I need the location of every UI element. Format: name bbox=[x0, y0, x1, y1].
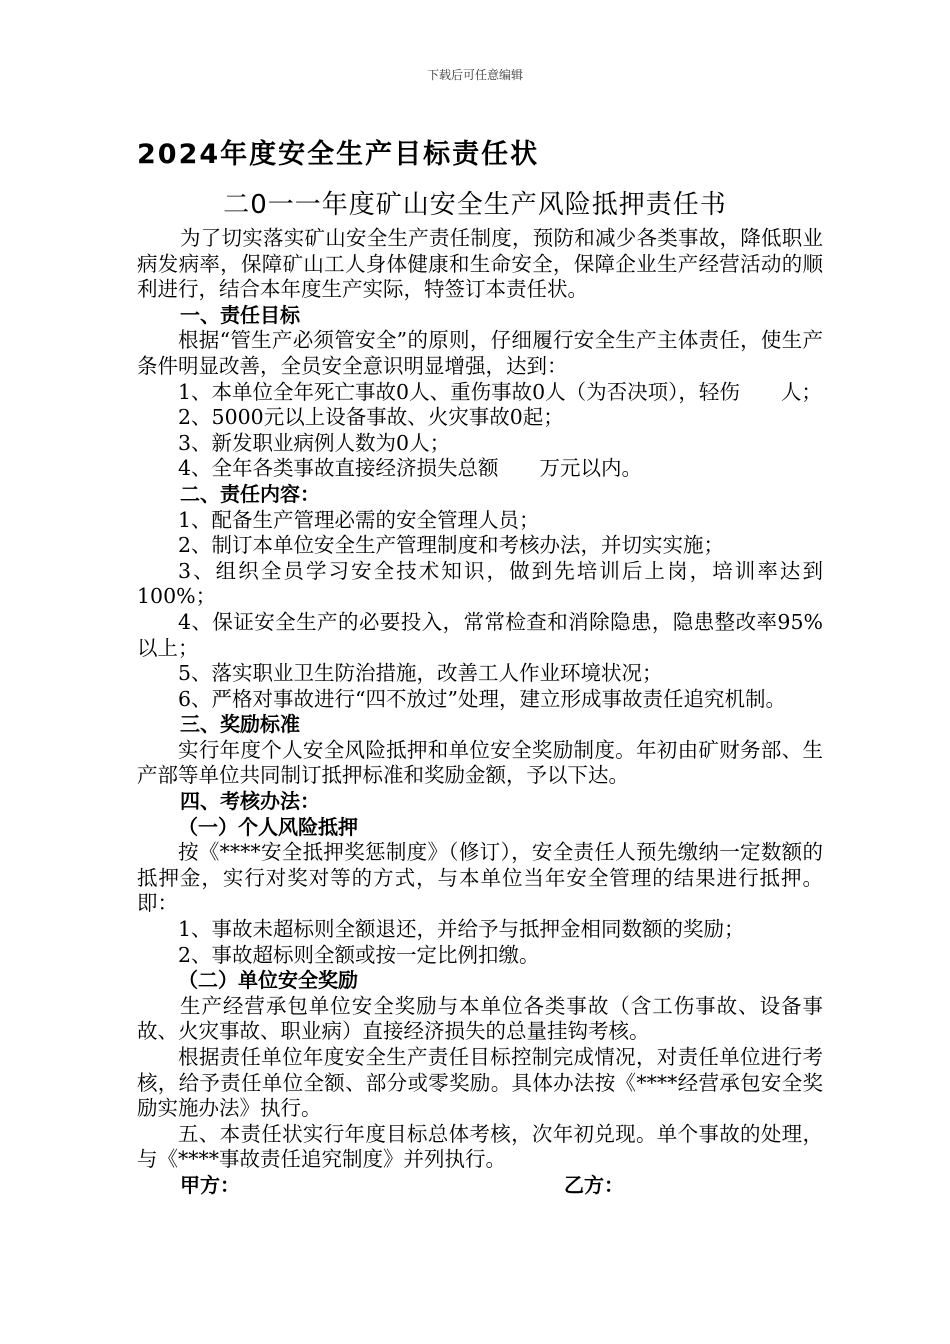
intro-paragraph: 为了切实落实矿山安全生产责任制度，预防和减少各类事故，降低职业病发病率，保障矿山工人身体健康和生命安全，保障企业生产经营活动的顺利进行，结合本年度生产实际，特签订本责任状。 bbox=[137, 226, 823, 302]
section2-item: 2、制订本单位安全生产管理制度和考核办法，并切实实施； bbox=[178, 533, 725, 558]
document-title: 2024年度安全生产目标责任状 bbox=[137, 139, 540, 170]
section5-text: 五、本责任状实行年度目标总体考核，次年初兑现。单个事故的处理，与《****事故责任追究制度》并列执行。 bbox=[137, 1121, 823, 1172]
section2-item: 5、落实职业卫生防治措施，改善工人作业环境状况； bbox=[178, 661, 663, 686]
section3-heading: 三、奖励标准 bbox=[180, 712, 300, 737]
main-title: 二0一一年度矿山安全生产风险抵押责任书 bbox=[223, 190, 727, 220]
signature-row bbox=[137, 1173, 823, 1199]
section1-item: 4、全年各类事故直接经济损失总额 万元以内。 bbox=[178, 456, 643, 481]
section2-item: 6、严格对事故进行“四不放过”处理，建立形成事故责任追究机制。 bbox=[178, 686, 787, 711]
section2-item: 3、组织全员学习安全技术知识，做到先培训后上岗，培训率达到100%； bbox=[137, 558, 823, 609]
document-body bbox=[137, 226, 823, 1199]
section4-sub2-heading: （二）单位安全奖励 bbox=[178, 968, 358, 993]
section1-heading: 一、责任目标 bbox=[180, 302, 300, 327]
section3-text: 实行年度个人安全风险抵押和单位安全奖励制度。年初由矿财务部、生产部等单位共同制订抵押标准和奖励金额，予以下达。 bbox=[137, 737, 823, 788]
section4-sub2-text2: 根据责任单位年度安全生产责任目标控制完成情况，对责任单位进行考核，给予责任单位全额、部分或零奖励。具体办法按《****经营承包安全奖励实施办法》执行。 bbox=[137, 1045, 823, 1121]
section2-item: 4、保证安全生产的必要投入，常常检查和消除隐患，隐患整改率95%以上； bbox=[137, 609, 823, 660]
section1-item: 3、新发职业病例人数为0人； bbox=[178, 430, 451, 455]
section4-sub1-heading: （一）个人风险抵押 bbox=[178, 814, 358, 839]
party-b-label: 乙方： bbox=[564, 1172, 624, 1197]
section2-heading: 二、责任内容： bbox=[180, 481, 320, 506]
section4-sub1-item: 1、事故未超标则全额退还，并给予与抵押金相同数额的奖励； bbox=[178, 917, 745, 942]
party-a-label: 甲方： bbox=[180, 1172, 240, 1197]
section4-sub2-text1: 生产经营承包单位安全奖励与本单位各类事故（含工伤事故、设备事故、火灾事故、职业病）直接经济损失的总量挂钩考核。 bbox=[137, 993, 823, 1044]
section1-item: 1、本单位全年死亡事故0人、重伤事故0人（为否决项），轻伤 人； bbox=[178, 379, 822, 404]
section2-item: 1、配备生产管理必需的安全管理人员； bbox=[178, 507, 540, 532]
section4-heading: 四、考核办法： bbox=[180, 789, 320, 814]
section4-sub1-text: 按《****安全抵押奖惩制度》（修订），安全责任人预先缴纳一定数额的抵押金，实行对奖对等的方式，与本单位当年安全管理的结果进行抵押。即： bbox=[137, 840, 823, 916]
section1-item: 2、5000元以上设备事故、火灾事故0起； bbox=[178, 405, 564, 430]
header-note: 下载后可任意编辑 bbox=[426, 68, 523, 82]
section4-sub1-item: 2、事故超标则全额或按一定比例扣缴。 bbox=[178, 942, 540, 967]
section1-lead: 根据“管生产必须管安全”的原则，仔细履行安全生产主体责任，使生产条件明显改善，全员安全意识明显增强，达到： bbox=[137, 328, 823, 378]
